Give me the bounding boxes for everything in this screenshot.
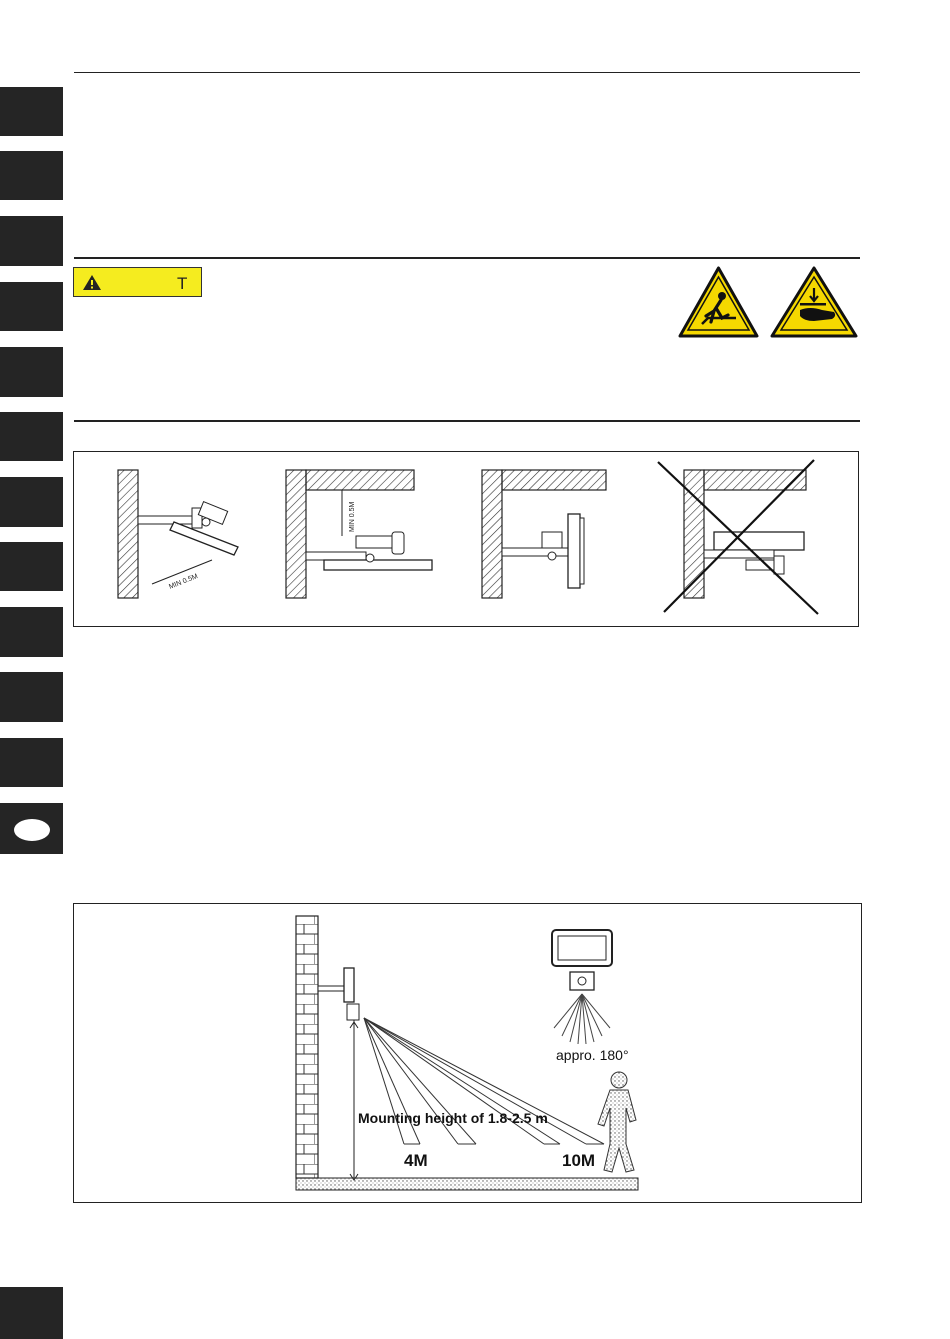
- side-tab-2[interactable]: [0, 151, 63, 200]
- angle-label: appro. 180°: [556, 1047, 629, 1063]
- lamp-body: [344, 968, 354, 1002]
- fall-hazard-sign-icon: [678, 266, 759, 338]
- mounting-positions-drawing: [74, 452, 860, 628]
- side-tab-10[interactable]: [0, 672, 63, 722]
- active-tab-marker: [14, 819, 50, 841]
- caution-badge-text: T: [177, 274, 188, 293]
- hand-crush-sign-icon: [770, 266, 858, 338]
- mount-wall-vertical: [482, 470, 606, 598]
- side-tab-active[interactable]: [0, 803, 63, 854]
- top-rule: [74, 72, 860, 73]
- side-tab-6[interactable]: [0, 412, 63, 461]
- min-distance-label-2: MIN 0.5M: [349, 501, 356, 532]
- sensor-head: [347, 1004, 359, 1020]
- ground: [296, 1178, 638, 1190]
- mount-wall-angled: [118, 470, 238, 598]
- caution-badge: [73, 267, 202, 297]
- page-number-tab: [0, 1287, 63, 1339]
- sensor-fan-180: [554, 994, 610, 1044]
- caution-bottom-rule: [74, 420, 860, 422]
- side-tab-7[interactable]: [0, 477, 63, 527]
- mount-ceiling-down: [286, 470, 432, 598]
- mount-ceiling-up-incorrect: [658, 460, 818, 614]
- mounting-height-label: Mounting height of 1.8-2.5 m: [358, 1110, 548, 1126]
- side-tab-11[interactable]: [0, 738, 63, 787]
- brick-wall: [296, 916, 318, 1178]
- warning-triangle-icon: [82, 274, 102, 291]
- side-tab-5[interactable]: [0, 347, 63, 397]
- side-tab-3[interactable]: [0, 216, 63, 266]
- side-tab-1[interactable]: [0, 87, 63, 136]
- range-far-label: 10M: [562, 1151, 596, 1170]
- side-tab-4[interactable]: [0, 282, 63, 331]
- side-tab-8[interactable]: [0, 542, 63, 591]
- min-distance-label-1: MIN 0.5M: [168, 572, 199, 591]
- sensor-coverage-figure: [73, 903, 862, 1203]
- range-near-label: 4M: [404, 1151, 428, 1170]
- side-tab-9[interactable]: [0, 607, 63, 657]
- person-silhouette: [598, 1072, 636, 1172]
- mounting-positions-figure: [73, 451, 859, 627]
- caution-top-rule: [74, 257, 860, 259]
- sensor-coverage-drawing: [74, 904, 863, 1204]
